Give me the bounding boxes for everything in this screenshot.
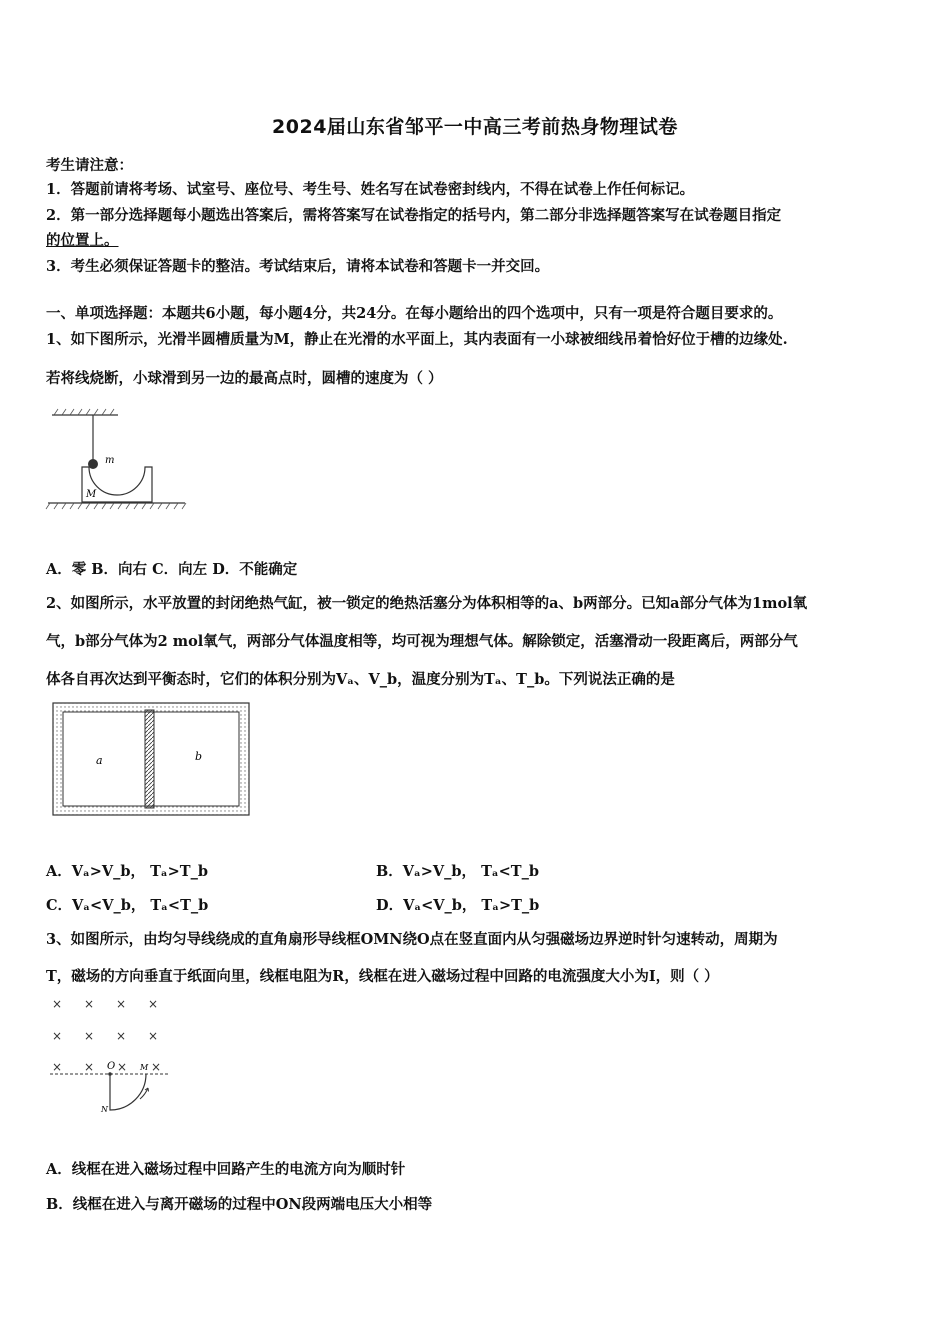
field-cross-icon: ×	[84, 1029, 95, 1043]
q1-figure	[40, 405, 190, 515]
q2-option-d: D．Vₐ<V_b， Tₐ>T_b	[376, 897, 540, 914]
q3-option-b: B．线框在进入与离开磁场的过程中ON段两端电压大小相等	[46, 1196, 433, 1213]
rotation-arrow-icon	[140, 1088, 148, 1099]
notice-item-3: 3．考生必须保证答题卡的整洁。考试结束后，请将本试卷和答题卡一并交回。	[46, 258, 550, 275]
notice-item-1: 1．答题前请将考场、试室号、座位号、考生号、姓名写在试卷密封线内，不得在试卷上作任何标记。	[46, 181, 695, 198]
q1-text-2: 若将线烧断，小球滑到另一边的最高点时，圆槽的速度为（ ）	[46, 370, 443, 387]
notice-heading: 考生请注意：	[46, 157, 133, 174]
q2-option-c: C．Vₐ<V_b， Tₐ<T_b	[46, 897, 209, 914]
q3-label-O: O	[107, 1061, 116, 1072]
q2-text-2: 气，b部分气体为2 mol氧气，两部分气体温度相等，均可视为理想气体。解除锁定，活塞滑动一段距离后，两部分气	[46, 633, 798, 650]
field-cross-icon: ×	[117, 1060, 128, 1074]
section-heading: 一、单项选择题：本题共6小题，每小题4分，共24分。在每小题给出的四个选项中，只有一项是符合题目要求的。	[46, 305, 783, 322]
q2-text-3: 体各自再次达到平衡态时，它们的体积分别为Vₐ、V_b，温度分别为Tₐ、T_b。下列说法正确的是	[46, 671, 675, 688]
q3-figure	[44, 994, 174, 1116]
page-title: 2024届山东省邹平一中高三考前热身物理试卷	[272, 116, 678, 138]
field-cross-icon: ×	[84, 1060, 95, 1074]
sector-frame-icon	[110, 1074, 146, 1110]
field-cross-icon: ×	[116, 997, 127, 1011]
field-cross-icon: ×	[84, 997, 95, 1011]
notice-item-2: 2．第一部分选择题每小题选出答案后，需将答案写在试卷指定的括号内，第二部分非选择题答案写在试卷题目指定	[46, 207, 782, 224]
q3-label-M: M	[140, 1063, 149, 1072]
q1-text-1: 1、如下图所示，光滑半圆槽质量为M，静止在光滑的水平面上，其内表面有一小球被细线吊着恰好位于槽的边缘处.	[46, 331, 788, 348]
q2-text-1: 2、如图所示，水平放置的封闭绝热气缸，被一锁定的绝热活塞分为体积相等的a、b两部分。已知a部分气体为1mol氧	[46, 595, 808, 612]
field-cross-icon: ×	[52, 997, 63, 1011]
field-cross-icon: ×	[52, 1060, 63, 1074]
q3-text-1: 3、如图所示，由均匀导线绕成的直角扇形导线框OMN绕O点在竖直面内从匀强磁场边界逆时针匀速转动，周期为	[46, 931, 778, 948]
q3-text-2: T，磁场的方向垂直于纸面向里，线框电阻为R，线框在进入磁场过程中回路的电流强度大小为I，则（ ）	[46, 968, 719, 985]
q1-label-m: m	[105, 455, 115, 466]
notice-item-2-cont: 的位置上。	[46, 232, 119, 249]
q2-label-b: b	[195, 750, 203, 763]
field-cross-icon: ×	[52, 1029, 63, 1043]
field-cross-icon: ×	[151, 1060, 162, 1074]
piston-icon	[145, 710, 154, 808]
field-cross-icon: ×	[148, 1029, 159, 1043]
field-cross-icon: ×	[116, 1029, 127, 1043]
q2-figure	[52, 702, 250, 816]
q1-label-M: M	[86, 489, 97, 500]
q2-option-b: B．Vₐ>V_b， Tₐ<T_b	[376, 863, 539, 880]
q3-label-N: N	[101, 1105, 108, 1114]
q3-option-a: A．线框在进入磁场过程中回路产生的电流方向为顺时针	[46, 1161, 406, 1178]
q1-options: A．零 B．向右 C．向左 D．不能确定	[46, 561, 298, 578]
q2-label-a: a	[96, 754, 103, 767]
field-cross-icon: ×	[148, 997, 159, 1011]
q2-option-a: A．Vₐ>V_b， Tₐ>T_b	[46, 863, 208, 880]
